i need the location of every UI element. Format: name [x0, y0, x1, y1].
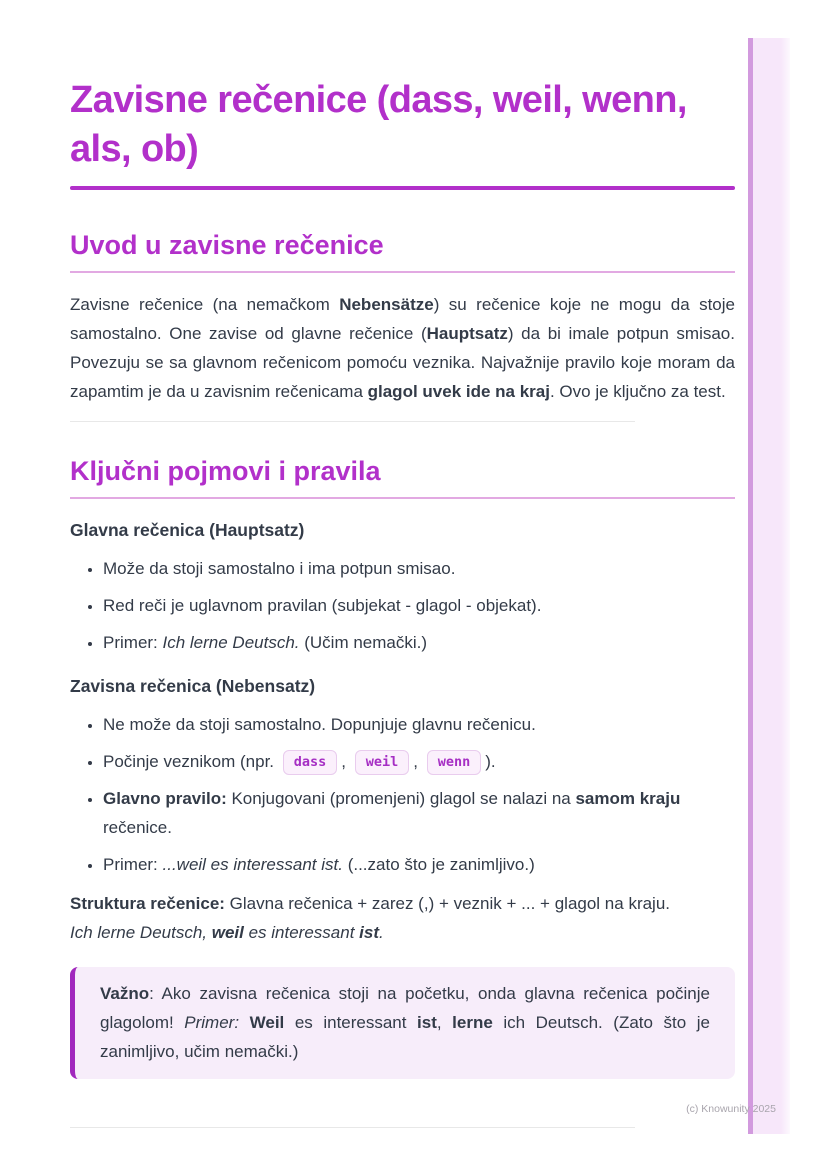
title-rule: [70, 186, 735, 190]
code-chip: weil: [355, 750, 410, 775]
text-segment: ich Deutsch. (Zato što je zanimljivo, učim nemački.): [100, 1013, 710, 1061]
text-segment: Zavisne rečenice (na nemačkom: [70, 295, 340, 314]
bottom-divider: [70, 1127, 635, 1128]
vazno-callout: [70, 967, 735, 1079]
list-item: [103, 747, 735, 776]
text-segment: es interessant: [284, 1013, 418, 1032]
text-segment: Ne može da stoji samostalno. Dopunjuje glavnu rečenicu.: [103, 715, 536, 734]
text-segment: samom kraju: [575, 789, 681, 808]
text-segment: ,: [413, 752, 423, 771]
text-segment: Počinje veznikom (npr.: [103, 752, 279, 771]
text-segment: ist: [417, 1013, 437, 1032]
list-item: [103, 784, 735, 842]
text-segment: es interessant: [243, 923, 360, 942]
heading-rule: [70, 497, 735, 499]
text-segment: Primer:: [103, 855, 163, 874]
text-segment: Ich lerne Deutsch,: [70, 923, 212, 942]
text-segment: Red reči je uglavnom pravilan (subjekat - glagol - objekat).: [103, 596, 542, 615]
text-segment: Weil: [249, 1013, 285, 1032]
text-segment: glagol uvek ide na kraj: [367, 382, 550, 401]
text-segment: . Ovo je ključno za test.: [549, 382, 726, 401]
page-title: Zavisne rečenice (dass, weil, wenn, als, ob): [70, 79, 687, 170]
text-segment: rečenice.: [103, 818, 172, 837]
text-segment: Nebensätze: [339, 295, 434, 314]
section-divider: [70, 421, 635, 422]
bullet-list-glavna: [70, 554, 735, 657]
text-segment: ) da bi imale potpun smisao. Povezuju se sa glavnom rečenicom pomoću veznika. Najvažnije pravilo koje moram da zapamtim je da u zavisnim rečenicama: [70, 324, 735, 401]
text-segment: Ich lerne Deutsch.: [162, 633, 300, 652]
subheading-zavisna-recenica: Zavisna rečenica (Nebensatz): [70, 676, 316, 696]
text-segment: ).: [485, 752, 496, 771]
text-segment: ) su rečenice koje ne mogu da stoje samostalno. One zavise od glavne rečenice (: [70, 295, 735, 343]
text-segment: ,: [341, 752, 351, 771]
section-heading-uvod: Uvod u zavisne rečenice: [70, 230, 384, 260]
text-segment: Hauptsatz: [426, 324, 508, 343]
footer-credit: (c) Knowunity 2025: [686, 1103, 776, 1115]
page-edge-strip: [748, 38, 790, 1134]
text-segment: ,: [436, 1013, 453, 1032]
text-segment: ...weil es interessant ist.: [162, 855, 343, 874]
text-segment: Glavna rečenica + zarez (,) + veznik + ... + glagol na kraju.: [224, 894, 671, 913]
list-item: [103, 710, 735, 739]
section-heading-kljucni: Ključni pojmovi i pravila: [70, 456, 381, 486]
structure-paragraph: [70, 889, 735, 947]
text-segment: (Učim nemački.): [299, 633, 428, 652]
text-segment: Važno: [100, 984, 150, 1003]
text-segment: weil: [211, 923, 244, 942]
text-segment: (...zato što je zanimljivo.): [342, 855, 535, 874]
bullet-list-zavisna: [70, 710, 735, 879]
text-segment: lerne: [452, 1013, 493, 1032]
list-item: [103, 591, 735, 620]
list-item: [103, 554, 735, 583]
text-segment: Može da stoji samostalno i ima potpun smisao.: [103, 559, 456, 578]
text-segment: .: [379, 923, 384, 942]
text-segment: : Ako zavisna rečenica stoji na početku, onda glavna rečenica počinje glagolom!: [100, 984, 710, 1032]
intro-paragraph: [70, 290, 735, 406]
text-segment: [239, 1013, 250, 1032]
subheading-glavna-recenica: Glavna rečenica (Hauptsatz): [70, 520, 305, 540]
list-item: [103, 628, 735, 657]
list-item: [103, 850, 735, 879]
text-segment: Primer:: [184, 1013, 240, 1032]
text-segment: Konjugovani (promenjeni) glagol se nalazi na: [226, 789, 576, 808]
code-chip: wenn: [427, 750, 482, 775]
text-segment: Struktura rečenice:: [70, 894, 225, 913]
heading-rule: [70, 271, 735, 273]
document-content: [70, 76, 735, 1079]
text-segment: Glavno pravilo:: [103, 789, 227, 808]
code-chip: dass: [283, 750, 338, 775]
text-segment: ist: [359, 923, 379, 942]
text-segment: Primer:: [103, 633, 163, 652]
